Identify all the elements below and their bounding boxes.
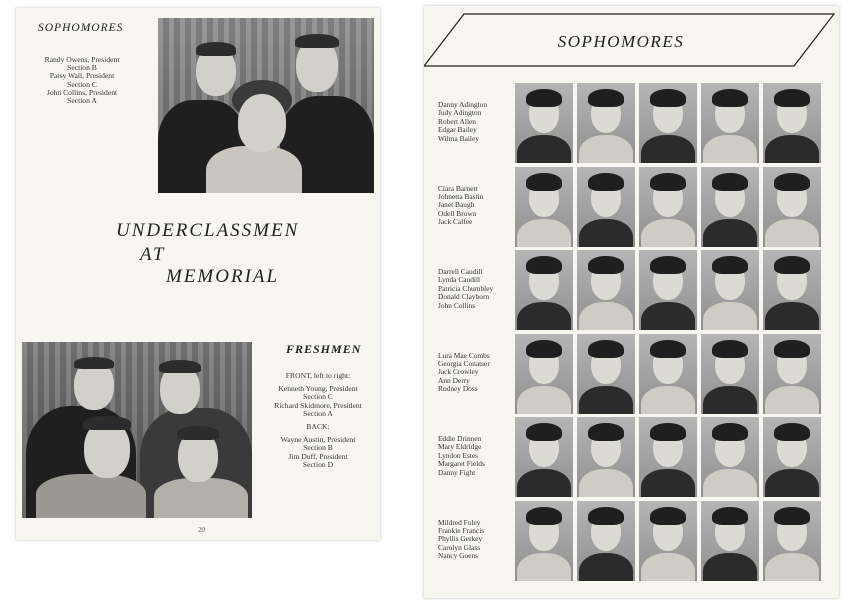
student-portrait [701, 250, 759, 330]
sophomore-officers-caption [30, 56, 134, 105]
student-portrait [577, 417, 635, 497]
student-name: Mildred Foley [438, 517, 481, 527]
student-name: Eddie Drinnen [438, 434, 482, 443]
student-name: Patricia Chumbley [438, 283, 494, 293]
student-name: Clara Barnett [438, 183, 478, 193]
freshmen-officers-caption [262, 372, 374, 469]
caption-line: Section B [303, 443, 333, 453]
freshmen-heading: FRESHMEN [286, 342, 362, 356]
student-name: Lyndon Estes [438, 450, 479, 460]
student-portrait [701, 501, 759, 581]
student-name: John Collins [438, 300, 476, 310]
student-name: Janet Baugh [438, 200, 475, 210]
student-name: Lura Mae Combs [438, 350, 490, 360]
name-list-row-6 [438, 519, 518, 561]
caption-line: Richard Skidmore, President [274, 400, 362, 410]
student-name: Rodney Doss [438, 384, 478, 394]
student-name: Nancy Goens [438, 551, 479, 561]
student-portrait [639, 501, 697, 581]
student-portrait [763, 334, 821, 414]
student-portrait [639, 83, 697, 163]
name-list-row-5 [438, 435, 518, 477]
student-portrait [577, 501, 635, 581]
officer-line: Patsy Wall, President [49, 71, 115, 81]
caption-line: Kenneth Young, President [278, 384, 358, 394]
student-name: Donald Clayborn [438, 292, 490, 302]
student-name: Carolyn Glass [438, 542, 481, 552]
sophomores-heading: SOPHOMORES [38, 22, 124, 34]
student-portrait [701, 167, 759, 247]
officer-line: John Collins, President [46, 87, 118, 97]
page-number: 20 [198, 526, 205, 534]
name-list-row-1 [438, 101, 518, 143]
sophomore-officers-photo [158, 18, 374, 193]
student-portrait [639, 250, 697, 330]
student-portrait [763, 83, 821, 163]
student-name: Edgar Bailey [438, 125, 477, 135]
student-portrait [763, 167, 821, 247]
student-portrait [515, 501, 573, 581]
student-name: Robert Allen [438, 116, 476, 126]
student-portrait [515, 417, 573, 497]
student-portrait [639, 334, 697, 414]
student-portrait [639, 167, 697, 247]
student-name: Judy Adington [438, 108, 482, 118]
student-name: Danny Fight [438, 467, 476, 477]
student-name: Jack Calfee [438, 217, 473, 227]
student-name: Wilma Bailey [438, 133, 479, 143]
student-portrait [577, 250, 635, 330]
student-name: Lynda Caudill [438, 275, 481, 285]
right-yearbook-page [424, 6, 839, 598]
student-portrait [763, 501, 821, 581]
name-list-row-2 [438, 185, 518, 227]
student-portrait [701, 83, 759, 163]
headline-line-2: AT [140, 244, 166, 265]
student-portrait [763, 417, 821, 497]
student-name: Georgia Conatser [438, 358, 490, 368]
student-name: Johnetta Bastin [438, 191, 484, 201]
caption-line: FRONT, left to right: [285, 371, 351, 380]
student-portrait [639, 417, 697, 497]
caption-line: BACK: [306, 422, 330, 432]
student-name: Danny Adington [438, 100, 488, 109]
student-portrait [515, 167, 573, 247]
caption-line: Jim Duff, President [288, 451, 348, 461]
student-name: Darrell Caudill [438, 267, 483, 276]
student-portrait [701, 417, 759, 497]
student-portrait [515, 250, 573, 330]
student-portrait [701, 334, 759, 414]
headline-line-3: MEMORIAL [166, 266, 280, 287]
student-portrait [515, 334, 573, 414]
student-name: Phyllis Gerkey [438, 534, 483, 544]
student-portrait [515, 83, 573, 163]
caption-line: Section A [303, 408, 333, 418]
student-name: Frankie Francis [438, 525, 485, 535]
caption-line: Section D [302, 459, 334, 469]
name-list-row-4 [438, 352, 518, 394]
student-name: Margaret Fields [438, 459, 485, 469]
name-list-row-3 [438, 268, 518, 310]
student-name: Ann Derry [438, 375, 470, 385]
student-portrait [577, 334, 635, 414]
student-portrait [577, 167, 635, 247]
officer-line: Section A [67, 96, 97, 106]
officer-line: Randy Owens, President [44, 55, 120, 64]
officer-line: Section B [67, 63, 97, 73]
freshmen-officers-photo [22, 342, 252, 518]
caption-line: Wayne Austin, President [280, 435, 356, 445]
student-name: Odell Brown [438, 208, 477, 218]
student-name: Mary Eldridge [438, 442, 482, 452]
student-portrait [577, 83, 635, 163]
headline-line-1: UNDERCLASSMEN [116, 220, 300, 241]
left-yearbook-page [16, 8, 380, 540]
caption-line: Section C [303, 392, 333, 402]
student-portrait [763, 250, 821, 330]
student-name: Jack Crowley [438, 367, 479, 377]
sophomores-page-title: SOPHOMORES [557, 32, 685, 51]
officer-line: Section C [67, 79, 97, 89]
